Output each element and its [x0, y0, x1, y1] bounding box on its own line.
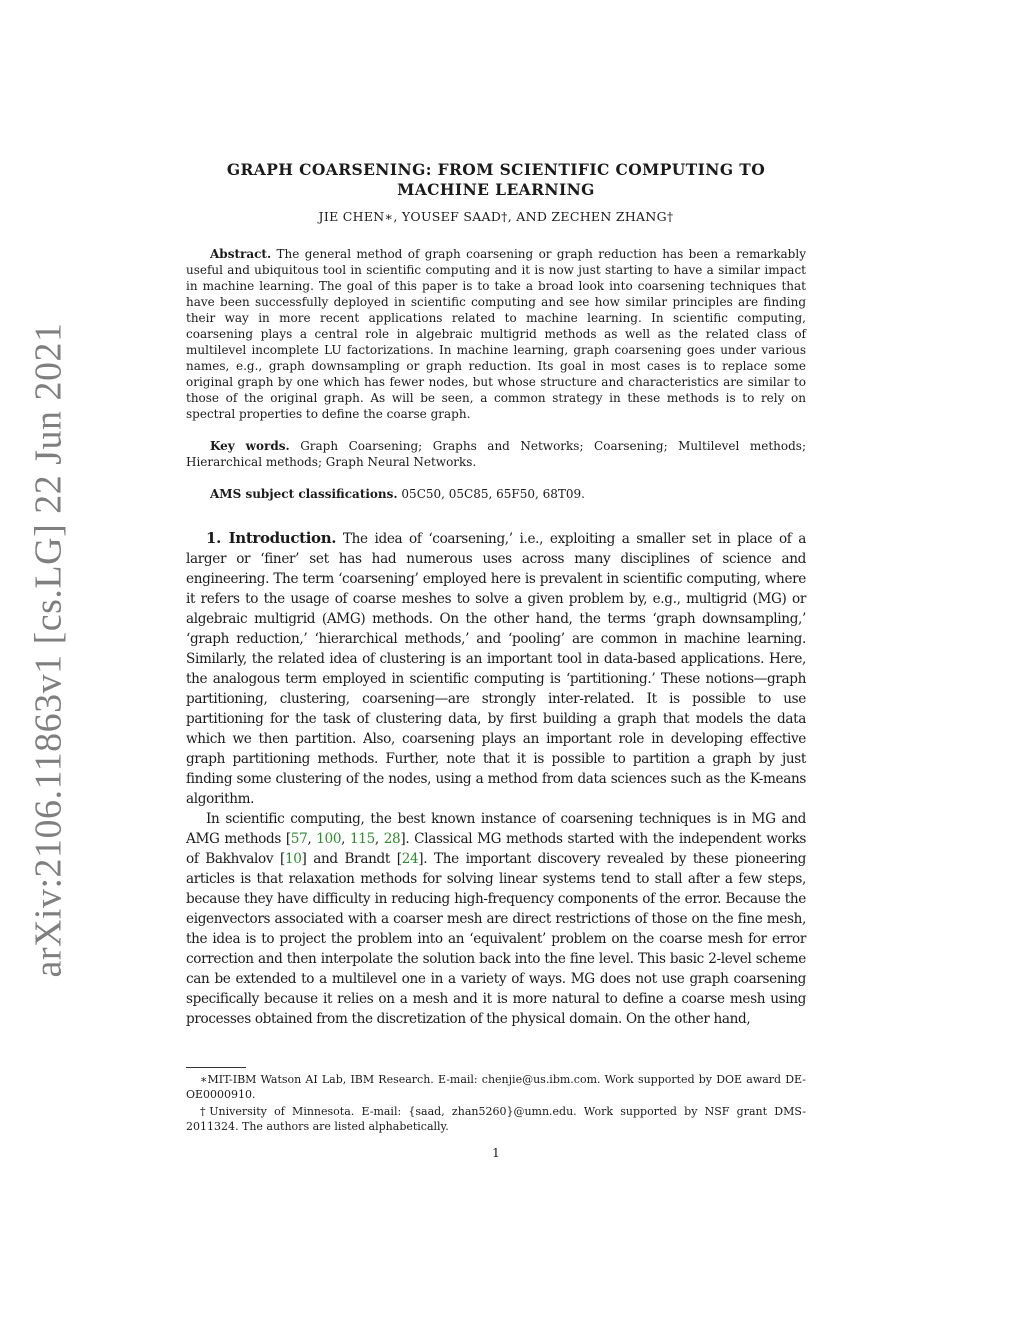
- arxiv-sidebar-stamp: [24, 322, 74, 978]
- intro-p2-part-c: ] and Brandt [: [301, 851, 402, 867]
- intro-paragraph-1: [186, 528, 806, 809]
- intro-p2-part-d: ]. The important discovery revealed by these pioneering articles is that relaxation methods for solving linear systems tend to stall after a few steps, because they have difficulty in reducing high-frequency components of the error. Because the eigenvectors associated with a coarser mesh are direct restrictions of those on the fine mesh, the idea is to project the problem into an ‘equivalent’ problem on the coarse mesh for error correction and then interpolate the solution back into the fine level. This basic 2-level scheme can be extended to a multilevel one in a variety of ways. MG does not use graph coarsening specifically because it relies on a mesh and it is more natural to define a coarse mesh using processes obtained from the discretization of the physical domain. On the other hand,: [186, 851, 806, 1027]
- abstract: [186, 246, 806, 422]
- title-line-1: GRAPH COARSENING: FROM SCIENTIFIC COMPUTING TO: [226, 160, 766, 179]
- ams-text: 05C50, 05C85, 65F50, 68T09.: [401, 487, 585, 501]
- citation-link[interactable]: 100: [316, 831, 342, 847]
- author-list: JIE CHEN∗, YOUSEF SAAD†, AND ZECHEN ZHANG†: [318, 209, 674, 224]
- introduction-section: [186, 528, 806, 1029]
- arxiv-id: arXiv:2106.11863v1 [cs.LG] 22 Jun 2021: [28, 322, 71, 978]
- section-heading: 1. Introduction.: [206, 529, 337, 547]
- abstract-text: The general method of graph coarsening or graph reduction has been a remarkably useful and ubiquitous tool in scientific computing and it is now just starting to have a similar impact in machine learning. The goal of this paper is to take a broad look into coarsening techniques that have been successfully deployed in scientific computing and see how similar principles are finding their way in more recent applications related to machine learning. In scientific computing, coarsening plays a central role in algebraic multigrid methods as well as the related class of multilevel incomplete LU factorizations. In machine learning, graph coarsening goes under various names, e.g., graph downsampling or graph reduction. Its goal in most cases is to replace some original graph by one which has fewer nodes, but whose structure and characteristics are similar to those of the original graph. As will be seen, a common strategy in these methods is to rely on spectral properties to define the coarse graph.: [186, 247, 806, 421]
- ams-classifications: [186, 486, 806, 502]
- citation-link[interactable]: 24: [401, 851, 419, 867]
- keywords-text: Graph Coarsening; Graphs and Networks; Coarsening; Multilevel methods; Hierarchical methods; Graph Neural Networks.: [186, 439, 806, 469]
- keywords: [186, 438, 806, 470]
- footnote-rule: [186, 1067, 246, 1068]
- footnotes: [186, 1072, 806, 1136]
- paper-title: [186, 160, 806, 200]
- keywords-label: Key words.: [210, 439, 290, 453]
- intro-p2-part-b: ]. Classical MG methods started with the independent works of Bakhvalov [: [186, 831, 806, 867]
- citation-link[interactable]: 10: [284, 851, 302, 867]
- abstract-label: Abstract.: [210, 247, 272, 261]
- citation-link[interactable]: 28: [383, 831, 401, 847]
- title-line-2: MACHINE LEARNING: [397, 180, 595, 199]
- intro-paragraph-2: In scientific computing, the best known instance of coarsening techniques is in MG and AMG methods [57, 100, 115, 28]. Classical MG methods started with the independent works of Bakhvalov [10] and Brandt [24]. The important discovery revealed by these pioneering articles is that relaxation methods for solving linear systems tend to stall after a few steps, because they have difficulty in reducing high-frequency components of the error. Because the eigenvectors associated with a coarser mesh are direct restrictions of those on the fine mesh, the idea is to project the problem into an ‘equivalent’ problem on the coarse mesh for error correction and then interpolate the solution back into the fine level. This basic 2-level scheme can be extended to a multilevel one in a variety of ways. MG does not use graph coarsening specifically because it relies on a mesh and it is more natural to define a coarse mesh using processes obtained from the discretization of the physical domain. On the other hand,: [186, 811, 806, 1027]
- intro-p2-part-a: In scientific computing, the best known instance of coarsening techniques is in MG and AMG methods [: [186, 811, 806, 847]
- ams-label: AMS subject classifications.: [210, 487, 398, 501]
- citation-link[interactable]: 115: [350, 831, 375, 847]
- citation-link[interactable]: 57: [290, 831, 308, 847]
- page-number: 1: [492, 1146, 500, 1160]
- footnote-2: †University of Minnesota. E-mail: {saad, zhan5260}@umn.edu. Work supported by NSF grant DMS-2011324. The authors are listed alphabetically.: [186, 1105, 806, 1133]
- intro-p1-text: The idea of ‘coarsening,’ i.e., exploiting a smaller set in place of a larger or ‘finer’ set has had numerous uses across many disciplines of science and engineering. The term ‘coarsening’ employed here is prevalent in scientific computing, where it refers to the usage of coarse meshes to solve a given problem by, e.g., multigrid (MG) or algebraic multigrid (AMG) methods. On the other hand, the terms ‘graph downsampling,’ ‘graph reduction,’ ‘hierarchical methods,’ and ‘pooling’ are common in machine learning. Similarly, the related idea of clustering is an important tool in data-based applications. Here, the analogous term employed in scientific computing is ‘partitioning.’ These notions—graph partitioning, clustering, coarsening—are strongly inter-related. It is possible to use partitioning for the task of clustering data, by first building a graph that models the data which we then partition. Also, coarsening plays an important role in developing effective graph partitioning methods. Further, note that it is possible to partition a graph by just finding some clustering of the nodes, using a method from data sciences such as the K-means algorithm.: [186, 531, 806, 807]
- footnote-1: ∗MIT-IBM Watson AI Lab, IBM Research. E-mail: chenjie@us.ibm.com. Work supported by DOE award DE-OE0000910.: [186, 1073, 806, 1101]
